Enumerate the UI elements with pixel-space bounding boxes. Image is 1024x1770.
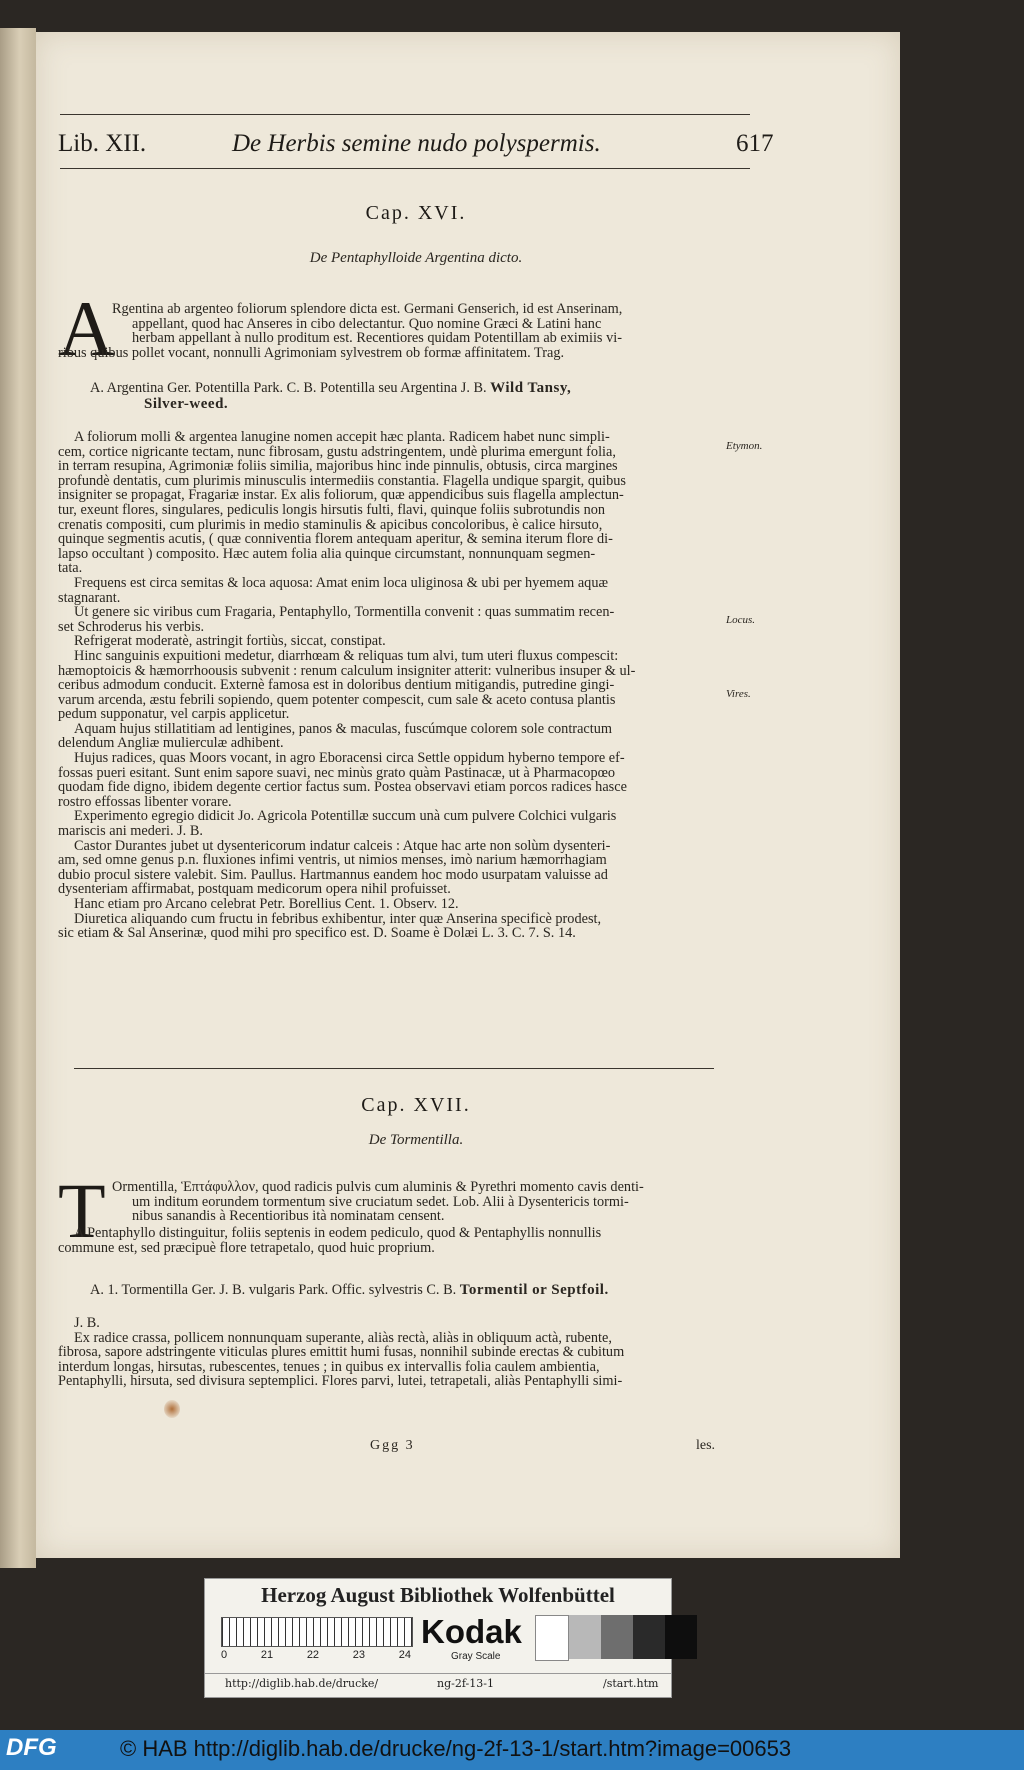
chapter-16-subtitle: De Pentaphylloide Argentina dicto. [309, 250, 523, 266]
chapter-17-heading: Cap. XVII. [361, 1094, 471, 1116]
body-line: sic etiam & Sal Anserinæ, quod mihi pro specifico est. D. Soame è Dolæi L. 3. C. 7. S. 14. [58, 926, 576, 941]
body-line: stagnarant. [58, 590, 121, 606]
intro-line: nibus sanandis à Recentioribus ità nominatam censent. [132, 1209, 445, 1224]
chapter-16-intro [112, 302, 720, 346]
ruler-tick: 21 [260, 1649, 274, 1661]
swatch [569, 1615, 601, 1659]
body-line: mariscis ani mederi. J. B. [58, 824, 203, 839]
body-line: Diuretica aliquando cum fructu in febribus exhibentur, inter quæ Anserina specificè prodest, [74, 911, 602, 927]
body-line: Refrigerat moderatè, astringit fortiùs, siccat, constipat. [74, 634, 386, 649]
running-head-book: Lib. XII. [58, 130, 147, 157]
intro-line: um inditum eorundem tormentum sive cruciatum sedet. Lob. Alii à Dysentericis tormi- [132, 1194, 629, 1210]
body-line: hæmoptoicis & hæmorrhoousis subvenit : renum calculum insigniter atterit: vulneribus insuper & ul- [58, 663, 636, 679]
body-line: Ut genere sic viribus cum Fragaria, Pentaphyllo, Tormentilla convenit : quas summatim recen- [74, 605, 615, 620]
ruler-tick: 22 [306, 1649, 320, 1661]
body-line: varum arcenda, æstu febrili sopiendo, quem potenter compescit, cum sale & aceto contusa plantis [58, 692, 616, 708]
dropcap-t: T [58, 1167, 106, 1254]
library-name: Herzog August Bibliothek Wolfenbüttel [261, 1583, 615, 1607]
kodak-logo: Kodak [421, 1613, 522, 1650]
synonym-english: Tormentil or Septfoil. [459, 1282, 609, 1298]
body-line: interdum longas, hirsutas, rubescentes, tenues ; in quibus ex intervallis folia caulem ambientia, [58, 1359, 600, 1375]
chapter-16-synonyms [90, 380, 770, 397]
signature-mark: Ggg 3 [370, 1438, 415, 1453]
body-line: Hinc sanguinis expuitioni medetur, diarrhœam & reliquas tum alvi, tum uteri fluxus compescit: [74, 648, 619, 664]
body-line: profundè dentatis, cum plurimis minusculis intermediis constantia. Flagella undique spargit, quibus [58, 473, 626, 489]
footer-bar [0, 1730, 1024, 1770]
body-line: fibrosa, sapore adstringente viticulas plures emittit humi fusas, nonnihil subinde erectas & cubitum [58, 1345, 625, 1360]
body-line: Aquam hujus stillatitiam ad lentigines, panos & maculas, fuscúmque colorem sole contractum [74, 721, 612, 737]
body-line: tata. [58, 561, 83, 576]
card-url-id: ng-2f-13-1 [437, 1677, 494, 1690]
ruler-tick: 0 [221, 1649, 228, 1661]
body-line: in terram resupina, Agrimoniæ foliis similia, majoribus hinc inde pinnulis, obtusis, circa margines [58, 459, 618, 474]
swatch [601, 1615, 633, 1659]
body-line: pedum supponatur, vel carpis applicetur. [58, 707, 290, 722]
gray-scale-label: Gray Scale [451, 1651, 501, 1662]
intro-line: Ormentilla, Ἑπτάφυλλον, quod radicis pulvis cum aluminis & Pyrethri momento cavis denti- [112, 1180, 644, 1195]
body-line: Hujus radices, quas Moors vocant, in agro Eboracensi circa Settle oppidum hyberno tempore ef- [74, 751, 625, 766]
synonym-latin: A. 1. Tormentilla Ger. J. B. vulgaris Park. Offic. sylvestris C. B. [90, 1282, 457, 1298]
body-line: A foliorum molli & argentea lanugine nomen accepit hæc planta. Radicem habet nunc simpli- [74, 430, 610, 445]
library-target-card [204, 1578, 672, 1698]
synonym-english: Wild Tansy, [490, 380, 572, 396]
chapter-16-heading: Cap. XVI. [365, 202, 467, 224]
body-line: crenatis compositi, cum plurimis in medio staminulis & apicibus concoloribus, è calice hirsuto, [58, 517, 603, 533]
gray-scale-swatches [535, 1615, 697, 1659]
swatch [633, 1615, 665, 1659]
body-line: quinque segmentis acutis, ( quæ conniventia florem antequam aperitur, & semina iterum flore di- [58, 532, 613, 547]
running-head-title: De Herbis semine nudo polyspermis. [232, 130, 601, 157]
body-line: Hanc etiam pro Arcano celebrat Petr. Borellius Cent. 1. Observ. 12. [74, 897, 459, 912]
ruler-ticks [221, 1649, 411, 1661]
body-line: Frequens est circa semitas & loca aquosa: Amat enim loca uliginosa & ubi per hyemem aquæ [74, 575, 609, 591]
chapter-17-intro-2 [58, 1226, 718, 1255]
body-line: Experimento egregio didicit Jo. Agricola Potentillæ succum unà cum pulvere Colchici vulgaris [74, 809, 617, 825]
margin-note-etymon: Etymon. [726, 440, 763, 452]
body-line: dysenteriam affirmabat, postquam medicorum opera nihil profuisset. [58, 882, 451, 897]
margin-note-locus: Locus. [726, 614, 756, 626]
measurement-ruler [221, 1617, 413, 1647]
intro-line: A Pentaphyllo distinguitur, foliis septenis in eodem pediculo, quod & Pentaphyllis nonnullis [74, 1226, 602, 1241]
chapter-16-intro-end [58, 346, 718, 361]
swatch [535, 1615, 569, 1661]
body-line: set Schroderus his verbis. [58, 619, 205, 635]
synonym-latin: A. Argentina Ger. Potentilla Park. C. B. Potentilla seu Argentina J. B. [90, 380, 487, 396]
dropcap-a: A [58, 285, 115, 372]
synonym-english: Silver-weed. [144, 396, 229, 412]
body-line: quodam fide digno, ibidem degente certior factus sum. Postea observavi etiam porcos radices hasce [58, 780, 627, 795]
body-line: J. B. [74, 1316, 100, 1331]
chapter-17-body [58, 1316, 718, 1389]
body-line: ceribus admodum conducit. Externè famosa est in doloribus dentium mitigandis, putredine gingi- [58, 678, 615, 693]
body-line: cem, cortice nigricante tectam, nunc fibrosam, gustu adstringentem, undè plurima emergunt folia, [58, 444, 616, 460]
left-page-edge [0, 28, 36, 1568]
ruler-tick: 24 [398, 1649, 411, 1661]
ruler-tick: 23 [352, 1649, 366, 1661]
intro-line: commune est, sed præcipuè flore tetrapetalo, quod huic proprium. [58, 1240, 435, 1256]
card-url-end: /start.htm [603, 1677, 659, 1690]
chapter-16-synonyms-2 [144, 396, 824, 413]
chapter-separator [74, 1068, 714, 1069]
header-rule-bottom [60, 168, 750, 169]
body-line: delendum Angliæ mulierculæ adhibent. [58, 736, 284, 752]
body-line: insigniter se propagat, Fragariæ instar. Ex alis foliorum, quæ appendicibus suis flagella amplectun- [58, 488, 624, 503]
intro-line: Rgentina ab argenteo foliorum splendore dicta est. Germani Genserich, id est Anserinam, [112, 302, 623, 317]
dfg-logo: DFG [6, 1734, 57, 1761]
margin-note-vires: Vires. [726, 688, 751, 700]
swatch [665, 1615, 697, 1659]
body-line: Pentaphylli, hirsuta, sed divisura septemplici. Flores parvi, lutei, tetrapetali, aliàs Pentaphylli simi- [58, 1374, 623, 1389]
body-line: Castor Durantes jubet ut dysentericorum indatur calceis : Atque hac arte non solùm dysenteri- [74, 838, 611, 854]
body-line: tur, exeunt flores, singulares, pediculis longis hirsutis fulti, flavi, quinque foliis subrotundis non [58, 502, 606, 518]
ink-stain [164, 1400, 180, 1418]
catchword: les. [696, 1438, 716, 1453]
copyright-link[interactable]: © HAB http://diglib.hab.de/drucke/ng-2f-13-1/start.htm?image=00653 [120, 1736, 792, 1761]
chapter-17-intro [112, 1180, 720, 1224]
card-url-row [205, 1673, 671, 1696]
page-number: 617 [736, 130, 774, 157]
body-line: Ex radice crassa, pollicem nonnunquam superante, aliàs rectà, aliàs in obliquum actà, rubente, [74, 1330, 612, 1346]
intro-line: ribus quibus pollet vocant, nonnulli Agrimoniam sylvestrem ob formæ affinitatem. Trag. [58, 346, 565, 361]
chapter-16-body [58, 430, 718, 941]
intro-line: appellant, quod hac Anseres in cibo delectantur. Quo nomine Græci & Latini hanc [132, 316, 602, 332]
book-page [36, 32, 900, 1558]
body-line: fossas pueri esitant. Sunt enim sapore suavi, nec minùs grato quàm Pastinacæ, ut à Pharmacopœo [58, 765, 616, 781]
body-line: dubio procul sistere valebit. Sim. Paullus. Hartmannus eandem hoc modo usurpatam valuisse ad [58, 867, 608, 883]
card-url-base: http://diglib.hab.de/drucke/ [225, 1677, 379, 1690]
chapter-17-synonyms [90, 1282, 770, 1299]
chapter-17-subtitle: De Tormentilla. [368, 1132, 464, 1148]
header-rule-top [60, 114, 750, 115]
intro-line: herbam appellant à nullo proditum est. Recentiores quidam Potentillam ab eximiis vi- [132, 331, 622, 346]
body-line: am, sed omne genus p.n. fluxiones infimi ventris, ut nimios menses, imò narium hæmorrhagiam [58, 853, 607, 868]
body-line: lapso occultant ) composito. Hæc autem folia alia quinque circumstant, nonnunquam segmen- [58, 546, 596, 562]
body-line: rostro effossas libenter vorare. [58, 794, 232, 810]
